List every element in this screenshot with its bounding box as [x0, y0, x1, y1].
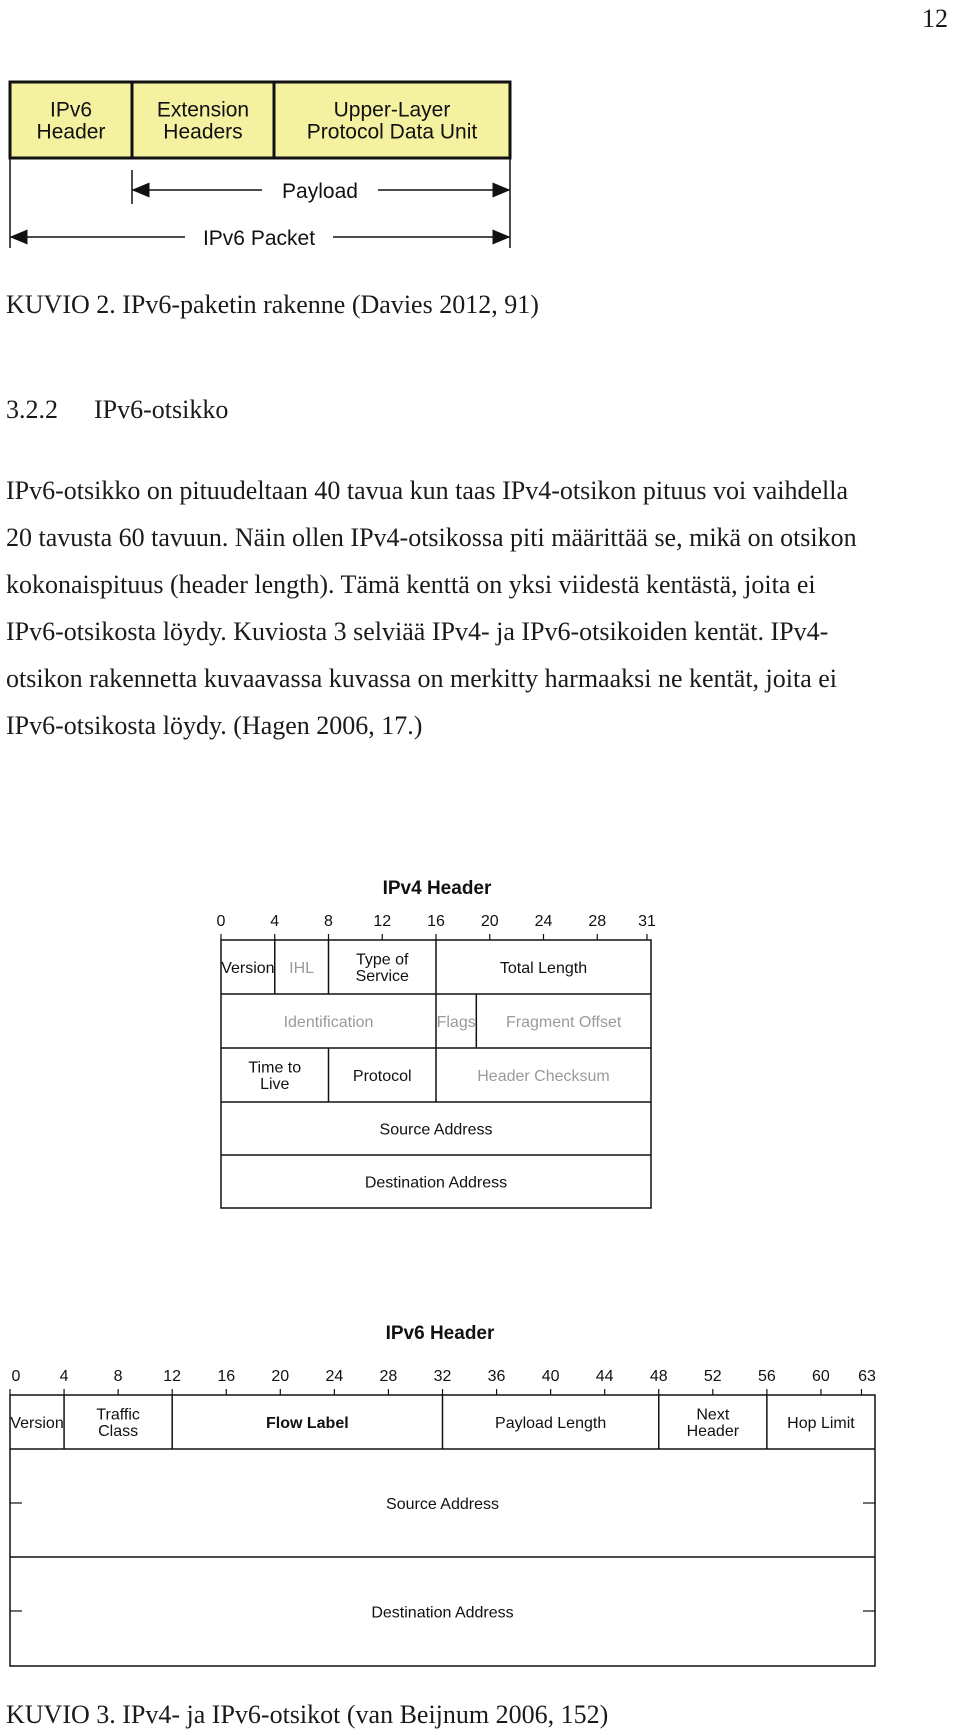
- ipv4-header-checksum: Header Checksum: [477, 1067, 610, 1085]
- ipv6-header-box-label: IPv6 Header: [36, 98, 106, 144]
- ipv4-tick-label: 20: [480, 913, 499, 930]
- ipv6-version: Version: [10, 1414, 64, 1432]
- packet-label: IPv6 Packet: [202, 227, 316, 250]
- section-number: 3.2.2: [6, 395, 58, 424]
- extension-headers-box-label: Extension Headers: [156, 98, 250, 144]
- ipv4-tick-label: 31: [638, 913, 656, 930]
- ipv4-header-diagram: [0, 870, 960, 1210]
- ipv6-tick-label: 56: [757, 1368, 776, 1385]
- ipv6-payload-length: Payload Length: [495, 1414, 607, 1432]
- ipv4-tick-label: 0: [216, 913, 226, 930]
- section-heading: [6, 395, 228, 425]
- ipv4-type-of-service: Type of Service: [355, 951, 409, 986]
- ipv4-tick-label: 24: [534, 913, 553, 930]
- ipv6-tick-label: 8: [113, 1368, 123, 1385]
- figure3-caption: KUVIO 3. IPv4- ja IPv6-otsikot (van Beijnum 2006, 152): [6, 1700, 609, 1729]
- payload-span: [133, 180, 509, 203]
- ipv4-total-length: Total Length: [499, 959, 588, 977]
- ipv6-destination-address: Destination Address: [371, 1604, 514, 1622]
- ipv6-tick-label: 20: [271, 1368, 290, 1385]
- ipv4-version: Version: [221, 959, 275, 977]
- upper-layer-box-label: Upper-Layer Protocol Data Unit: [306, 98, 478, 144]
- ipv4-time-to-live: Time to Live: [248, 1059, 302, 1094]
- ipv6-tick-label: 0: [11, 1368, 21, 1385]
- ipv4-title: IPv4 Header: [382, 878, 492, 899]
- ipv4-destination-address: Destination Address: [364, 1174, 508, 1192]
- ipv6-tick-label: 48: [649, 1368, 668, 1385]
- ipv6-tick-label: 16: [217, 1368, 236, 1385]
- ipv6-tick-label: 12: [163, 1368, 182, 1385]
- ipv4-tick-label: 8: [324, 913, 333, 930]
- ipv6-tick-label: 63: [858, 1368, 876, 1385]
- payload-label: Payload: [282, 180, 358, 203]
- ipv4-tick-label: 4: [270, 913, 280, 930]
- packet-span: [11, 227, 509, 250]
- ipv6-tick-label: 44: [595, 1368, 614, 1385]
- paragraph-line: otsikon rakennetta kuvaavassa kuvassa on merkitty harmaaksi ne kentät, joita ei: [6, 664, 838, 693]
- ipv4-ihl: IHL: [289, 959, 315, 977]
- paragraph-line: IPv6-otsikko on pituudeltaan 40 tavua kun taas IPv4-otsikon pituus voi vaihdella: [6, 476, 849, 505]
- ipv6-title: IPv6 Header: [385, 1323, 495, 1344]
- paragraph-line: IPv6-otsikosta löydy. (Hagen 2006, 17.): [6, 711, 423, 740]
- ipv6-tick-label: 28: [379, 1368, 398, 1385]
- section-title: IPv6-otsikko: [94, 395, 229, 424]
- ipv6-flow-label: Flow Label: [266, 1414, 349, 1432]
- ipv6-tick-label: 32: [433, 1368, 452, 1385]
- ipv6-hop-limit: Hop Limit: [787, 1414, 855, 1432]
- ipv4-source-address: Source Address: [379, 1121, 493, 1139]
- ipv6-tick-label: 4: [59, 1368, 69, 1385]
- ipv4-tick-label: 12: [373, 913, 392, 930]
- figure2-caption: KUVIO 2. IPv6-paketin rakenne (Davies 2012, 91): [6, 290, 539, 319]
- ipv6-tick-label: 24: [325, 1368, 344, 1385]
- ipv4-flags: Flags: [436, 1013, 476, 1031]
- ipv6-tick-label: 60: [812, 1368, 830, 1385]
- ipv6-source-address: Source Address: [386, 1495, 499, 1513]
- body-paragraph: [6, 467, 958, 749]
- paragraph-line: 20 tavusta 60 tavuun. Näin ollen IPv4-otsikossa piti määrittää se, mikä on otsikon: [6, 523, 857, 552]
- ipv4-tick-label: 28: [588, 913, 607, 930]
- ipv4-tick-label: 16: [427, 913, 445, 930]
- paragraph-line: kokonaispituus (header length). Tämä kenttä on yksi viidestä kentästä, joita ei: [6, 570, 816, 599]
- ipv6-tick-label: 36: [487, 1368, 506, 1385]
- ipv6-next-header: Next Header: [686, 1406, 740, 1441]
- ipv6-tick-label: 52: [703, 1368, 722, 1385]
- page-number: 12: [922, 4, 948, 33]
- ipv6-header-diagram: [0, 1315, 960, 1675]
- ipv4-fragment-offset: Fragment Offset: [506, 1013, 622, 1031]
- packet-boxes: [10, 82, 510, 158]
- paragraph-line: IPv6-otsikosta löydy. Kuviosta 3 selviää IPv4- ja IPv6-otsikoiden kentät. IPv4-: [6, 617, 829, 646]
- ipv6-traffic-class: Traffic Class: [96, 1406, 140, 1441]
- ipv6-tick-label: 40: [541, 1368, 560, 1385]
- ipv4-identification: Identification: [283, 1013, 374, 1031]
- ipv4-protocol: Protocol: [352, 1067, 412, 1085]
